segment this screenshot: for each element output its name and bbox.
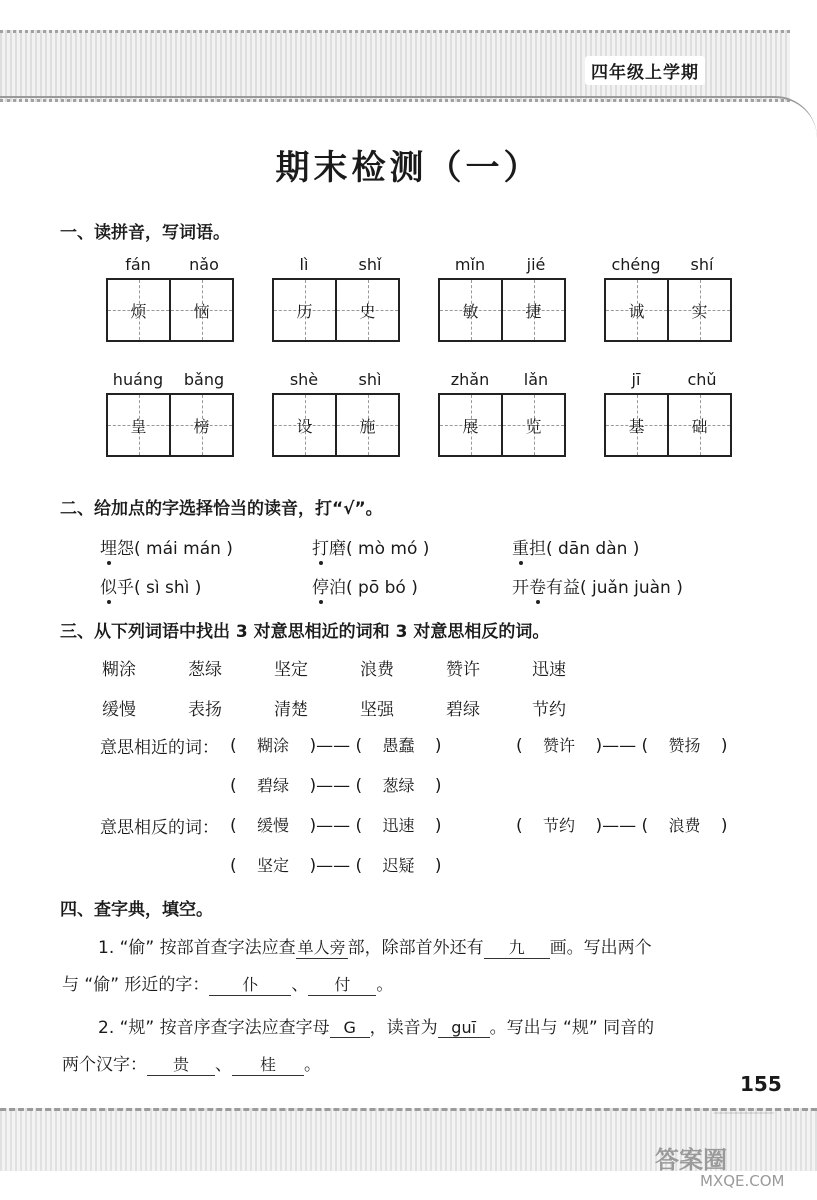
- pair-answer-2[interactable]: 愚蠢: [382, 736, 415, 755]
- bank-word: 坚定: [274, 660, 308, 680]
- answer-cell[interactable]: [501, 395, 564, 455]
- word-rest: 益: [563, 578, 580, 598]
- pinyin-label: lǎn: [523, 370, 549, 389]
- answer-cell[interactable]: [667, 280, 730, 340]
- q1-radical-answer[interactable]: 单人旁: [296, 935, 348, 959]
- word-rest: 怨: [117, 539, 134, 559]
- handwritten-answer: 览: [525, 416, 542, 436]
- answer-cell[interactable]: [501, 280, 564, 340]
- dotted-char: 开卷有: [512, 578, 563, 598]
- pronunciation-item: [312, 573, 418, 598]
- answer-cell[interactable]: [440, 395, 501, 455]
- tianzige-box: [106, 393, 234, 457]
- pinyin-options[interactable]: ( pō bó ): [346, 578, 418, 598]
- watermark-logo: 答案圈: [655, 1146, 727, 1174]
- pinyin-label: huáng: [112, 370, 164, 389]
- section1-heading: 一、读拼音，写词语。: [60, 223, 230, 243]
- bank-word: 缓慢: [102, 700, 136, 720]
- bank-word: 节约: [532, 700, 566, 720]
- answer-cell[interactable]: [108, 280, 169, 340]
- answer-cell[interactable]: [335, 395, 398, 455]
- pronunciation-item: [100, 534, 233, 559]
- word-pair: ( 糊涂 )—— ( 愚蠢 ): [230, 733, 442, 756]
- far-label: 意思相反的词：: [100, 818, 219, 838]
- answer-cell[interactable]: [169, 395, 232, 455]
- pinyin-options[interactable]: ( mò mó ): [346, 539, 430, 559]
- answer-cell[interactable]: [606, 280, 667, 340]
- pronunciation-item: [512, 573, 683, 598]
- q2-line2: 两个汉字： 贵 、 桂 。: [62, 1050, 321, 1076]
- tianzige-box: [604, 393, 732, 457]
- dotted-char: 停: [312, 578, 329, 598]
- handwritten-answer: 诚: [628, 301, 645, 321]
- handwritten-answer: 基: [628, 416, 645, 436]
- dotted-char: 打: [312, 539, 329, 559]
- bank-word: 清楚: [274, 700, 308, 720]
- bank-word: 赞许: [446, 660, 480, 680]
- tianzige-box: [438, 393, 566, 457]
- page-title: 期末检测（一）: [275, 148, 542, 188]
- pinyin-label: bǎng: [183, 370, 225, 389]
- answer-cell[interactable]: [667, 395, 730, 455]
- pinyin-options[interactable]: ( sì shì ): [134, 578, 202, 598]
- grade-label: 四年级上学期: [585, 56, 705, 85]
- handwritten-answer: 展: [462, 416, 479, 436]
- answer-cell[interactable]: [606, 395, 667, 455]
- pinyin-label: fán: [125, 255, 151, 274]
- q1-similar-1[interactable]: 仆: [209, 972, 291, 996]
- pronunciation-item: [100, 573, 201, 598]
- answer-cell[interactable]: [108, 395, 169, 455]
- handwritten-answer: 烦: [130, 301, 147, 321]
- pinyin-label: chéng: [611, 255, 661, 274]
- pinyin-label: jī: [631, 370, 641, 389]
- tianzige-box: [272, 393, 400, 457]
- pinyin-label: shè: [289, 370, 319, 389]
- bank-word: 碧绿: [446, 700, 480, 720]
- section2-heading: 二、给加点的字选择恰当的读音，打“√”。: [60, 499, 383, 519]
- handwritten-answer: 皇: [130, 416, 147, 436]
- answer-cell[interactable]: [169, 280, 232, 340]
- q2-homophone-1[interactable]: 贵: [147, 1052, 215, 1076]
- pair-answer-2[interactable]: 迟疑: [382, 856, 415, 875]
- tianzige-box: [604, 278, 732, 342]
- dotted-char: 似: [100, 578, 117, 598]
- handwritten-answer: 础: [691, 416, 708, 436]
- pair-answer-1[interactable]: 节约: [543, 816, 576, 835]
- pair-answer-2[interactable]: 葱绿: [382, 776, 415, 795]
- pair-answer-1[interactable]: 坚定: [257, 856, 290, 875]
- handwritten-answer: 捷: [525, 301, 542, 321]
- pronunciation-item: [312, 534, 429, 559]
- pinyin-label: jié: [526, 255, 546, 274]
- pinyin-options[interactable]: ( dān dàn ): [546, 539, 640, 559]
- pinyin-label: nǎo: [189, 255, 219, 274]
- pair-answer-1[interactable]: 缓慢: [257, 816, 290, 835]
- section3-heading: 三、从下列词语中找出 3 对意思相近的词和 3 对意思相反的词。: [60, 622, 550, 642]
- pinyin-label: mǐn: [454, 255, 486, 274]
- handwritten-answer: 历: [296, 301, 313, 321]
- q2-pinyin-answer[interactable]: guī: [438, 1018, 490, 1038]
- q1-similar-2[interactable]: 付: [308, 972, 376, 996]
- header-divider: [0, 96, 817, 138]
- answer-cell[interactable]: [274, 395, 335, 455]
- word-rest: 磨: [329, 539, 346, 559]
- handwritten-answer: 实: [691, 301, 708, 321]
- word-rest: 担: [529, 539, 546, 559]
- bank-word: 迅速: [532, 660, 566, 680]
- pinyin-label: chǔ: [687, 370, 717, 389]
- pinyin-options[interactable]: ( mái mán ): [134, 539, 233, 559]
- q1-line1: 1. “偷” 按部首查字法应查 单人旁 部，除部首外还有 九 画。写出两个: [98, 933, 652, 959]
- q2-line1: 2. “规” 按音序查字法应查字母 G ，读音为 guī 。写出与 “规” 同音的: [98, 1018, 655, 1038]
- handwritten-answer: 施: [359, 416, 376, 436]
- answer-cell[interactable]: [440, 280, 501, 340]
- page-number: 155: [740, 1072, 782, 1096]
- tianzige-box: [106, 278, 234, 342]
- q2-homophone-2[interactable]: 桂: [232, 1052, 304, 1076]
- handwritten-answer: 榜: [193, 416, 210, 436]
- word-pair: ( 赞许 )—— ( 赞扬 ): [516, 733, 728, 756]
- pinyin-label: zhǎn: [450, 370, 490, 389]
- watermark-url: MXQE.COM: [700, 1172, 785, 1190]
- q1-line2: 与 “偷” 形近的字： 仆 、 付 。: [62, 970, 393, 996]
- pair-answer-2[interactable]: 迅速: [382, 816, 415, 835]
- bank-word: 糊涂: [102, 660, 136, 680]
- handwritten-answer: 恼: [193, 301, 210, 321]
- answer-cell[interactable]: [335, 280, 398, 340]
- pinyin-label: shì: [358, 370, 382, 389]
- word-pair: ( 节约 )—— ( 浪费 ): [516, 813, 728, 836]
- handwritten-answer: 设: [296, 416, 313, 436]
- pair-answer-1[interactable]: 碧绿: [257, 776, 290, 795]
- pair-answer-1[interactable]: 赞许: [543, 736, 576, 755]
- q2-letter-answer[interactable]: G: [330, 1018, 370, 1038]
- word-rest: 泊: [329, 578, 346, 598]
- bank-word: 浪费: [360, 660, 394, 680]
- section4-heading: 四、查字典，填空。: [60, 900, 213, 920]
- pinyin-label: lì: [299, 255, 309, 274]
- word-pair: ( 坚定 )—— ( 迟疑 ): [230, 853, 442, 876]
- word-rest: 乎: [117, 578, 134, 598]
- pinyin-label: shǐ: [358, 255, 382, 274]
- pair-answer-2[interactable]: 浪费: [668, 816, 701, 835]
- bank-word: 葱绿: [188, 660, 222, 680]
- word-pair: ( 碧绿 )—— ( 葱绿 ): [230, 773, 442, 796]
- bank-word: 表扬: [188, 700, 222, 720]
- q1-strokes-answer[interactable]: 九: [484, 935, 550, 959]
- pinyin-label: shí: [690, 255, 714, 274]
- tianzige-box: [272, 278, 400, 342]
- pair-answer-2[interactable]: 赞扬: [668, 736, 701, 755]
- handwritten-answer: 史: [359, 301, 376, 321]
- pinyin-options[interactable]: ( juǎn juàn ): [580, 578, 683, 598]
- dotted-char: 重: [512, 539, 529, 559]
- handwritten-answer: 敏: [462, 301, 479, 321]
- dotted-char: 埋: [100, 539, 117, 559]
- bank-word: 坚强: [360, 700, 394, 720]
- word-pair: ( 缓慢 )—— ( 迅速 ): [230, 813, 442, 836]
- tianzige-box: [438, 278, 566, 342]
- near-label: 意思相近的词：: [100, 738, 219, 758]
- pair-answer-1[interactable]: 糊涂: [257, 736, 290, 755]
- pronunciation-item: [512, 534, 639, 559]
- answer-cell[interactable]: [274, 280, 335, 340]
